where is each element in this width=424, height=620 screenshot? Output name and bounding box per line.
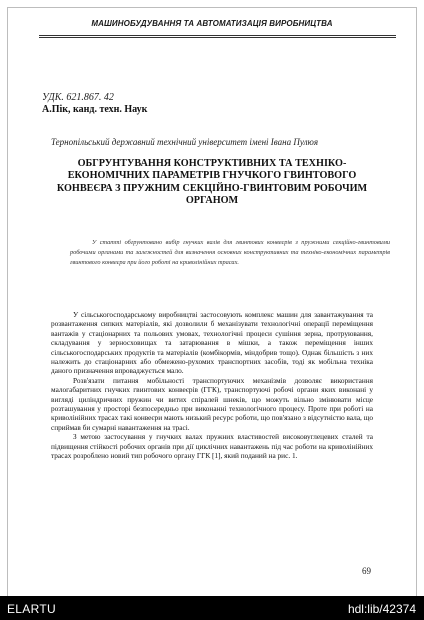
repository-name: ELARTU (7, 602, 56, 616)
paragraph: У сільськогосподарському виробництві застосовують комплекс машин для завантажування та розвантаження сипких матеріалів, які дозволили б механізувати технологічні операції переміщення вантажів у стаціонарних та польових умовах, технологічні процеси сушіння зерна, протруювання, складування у зерносховищах та затарювання в мішки, а також переміщення інших сільськогосподарських продуктів та матеріалів (комбікормів, міндобрив тощо). Однак більшість з них належить до стаціонарних або обмежено-рухомих транспортних засобів, тоді як мобільна техніка даного призначення впроваджується мало. (51, 310, 373, 376)
body-text (51, 310, 373, 461)
affiliation: Тернопільський державний технічний університет імені Івана Пулюя (51, 137, 319, 147)
author: А.Пік, канд. техн. Наук (42, 104, 148, 115)
article-title: ОБГРУНТУВАННЯ КОНСТРУКТИВНИХ ТА ТЕХНІКО-ЕКОНОМІЧНИХ ПАРАМЕТРІВ ГНУЧКОГО ГВИНТОВОГО КОНВЕЄРА З ПРУЖНИМ СЕКЦІЙНО-ГВИНТОВИМ РОБОЧИМ ОРГАНОМ (56, 158, 368, 206)
header-rule-secondary (39, 37, 396, 38)
udc-code: УДК. 621.867. 42 (42, 92, 114, 103)
handle-id: hdl:lib/42374 (347, 602, 416, 616)
abstract: У статті обгрунтовано вибір гнучких валів для гвинтових конвеєрів з пружними секційно-гвинтовими робочими органами та залежностей для визначення основних конструктивних та техніко-економічних параметрів гвинтового конвеєра при його роботі на криволінійних трасах. (70, 239, 390, 267)
journal-header: МАШИНОБУДУВАННЯ ТА АВТОМАТИЗАЦІЯ ВИРОБНИЦТВА (91, 19, 333, 28)
paragraph: З метою застосування у гнучких валах пружних властивостей високовуглецевих сталей та підвищення стійкості робочих органів при дії циклічних навантажень під час роботи на криволінійних трасах розроблено новий тип робочого органу ГГК [1], який поданий на рис. 1. (51, 432, 373, 461)
paragraph: Розв'язати питання мобільності транспортуючих механізмів дозволяє використання малогабаритних гнучких гвинтових конвеєрів (ГГК), транспортуючі робочі органи яких виконані у вигляді циліндричних пружин чи витих спіралей шнеків, що можуть вільно змінювати місце розташування у просторі безпосередньо при виконанні технологічного процесу. Проте при роботі на криволінійних трасах такі конвеєри мають низький ресурс роботи, що пов'язано з відсутністю вала, що сприймав би сумарні навантаження на трасі. (51, 375, 373, 432)
page-number: 69 (362, 566, 371, 576)
header-rule (39, 35, 396, 36)
